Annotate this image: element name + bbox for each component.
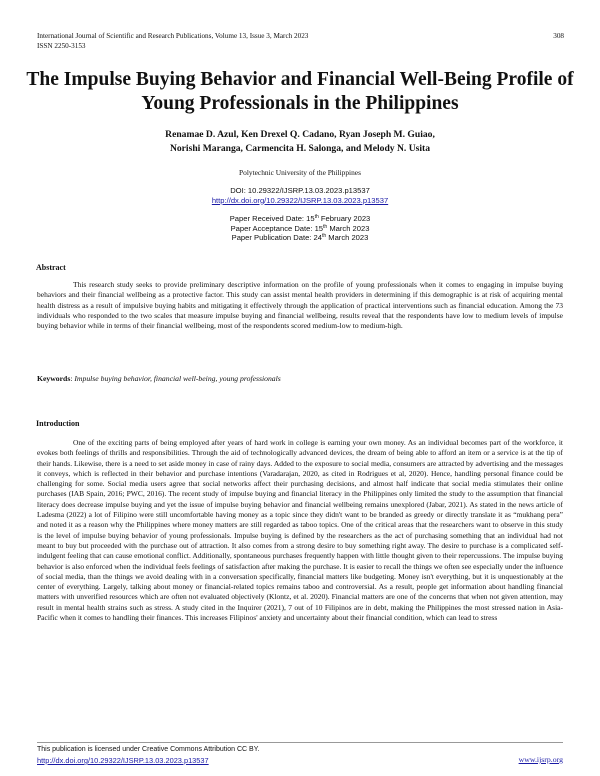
keywords: Keywords: Impulse buying behavior, financial well-being, young professionals [37,374,281,383]
introduction-body [37,438,563,623]
running-header [37,32,308,51]
footer-divider [37,742,563,743]
doi-link[interactable]: http://dx.doi.org/10.29322/IJSRP.13.03.2023.p13537 [211,195,389,205]
keywords-label: Keywords [37,374,71,383]
journal-info: International Journal of Scientific and Research Publications, Volume 13, Issue 3, March 2023 [37,32,309,40]
introduction-heading: Introduction [36,419,80,428]
footer-doi-link[interactable]: http://dx.doi.org/10.29322/IJSRP.13.03.2023.p13537 [37,756,209,765]
footer-site [519,755,563,764]
acceptance-date: Paper Acceptance Date: 15th March 2023 [230,223,370,233]
author-list [20,128,580,155]
paper-title: The Impulse Buying Behavior and Financial Well-Being Profile of Young Professionals in the Philippines [26,69,574,114]
author-line-1: Renamae D. Azul, Ken Drexel Q. Cadano, Ryan Joseph M. Guiao, [165,129,435,140]
abstract-paragraph: This research study seeks to provide preliminary descriptive information on the profile of young professionals when it comes to engaging in impulse buying behaviors and their financial wellbeing as a protective factor. This study can assist mental health providers in determining if this demographic is at risk of acquiring mental health distress as a result of impulsive buying habits and mitigating it effectively through the application of practical interventions such as financial education. Among the 73 individuals who responded to the two scales that measure impulse buying and financial wellbeing, results reveal that the respondents have low to medium levels of impulse buying behavior while in terms of their financial wellbeing, most of the respondents scored medium-low to medium-high. [37,280,563,331]
abstract-heading: Abstract [36,263,66,272]
license-notice: This publication is licensed under Creative Commons Attribution CC BY. [37,746,260,753]
paper-dates [20,214,580,243]
introduction-paragraph: One of the exciting parts of being employed after years of hard work in college is earning your own money. As an individual becomes part of the workforce, it evokes both feelings of thrills and responsibilities. Through the aid of technologically advanced devices, the dream of being able to afford an item or a service is at the tip of their hands. Likewise, there is a need to set aside money in case of rainy days. Added to the exposure to social media, consumers are attracted by advertising and the messages it conveys, which is reflected in their behavior and purchase intentions (Varadarajan, 2020, as cited in Rodrigues et al, 2020). Hence, handling personal finance could be challenging for some. Social media users agree that social networks affect their purchasing decisions, and almost half indicate that social media stimulates their online purchases (IAB Spain, 2016; PWC, 2016). The recent study of impulse buying and financial literacy in the Philippines only limited the study to the assumption that financial literacy does decrease impulse buying and yet the issue of impulse buying behavior and financial wellbeing remains unexplored (Jabar, 2021). As stated in the news article of Ladesma (2022) a lot of Filipino were still uncomfortable having money as a topic since they didn't want to be branded as greedy or directly translate it as “mukhang pera” and noted it as a reason why the Philippines where money matters are still regarded as taboo topics. One of the critical areas that the researchers want to observe in this study is the level of impulse buying behavior of young professionals. Impulse buying is defined by the researchers as the act of purchasing something that an individual had not meant to buy but proceeded with the purchase out of attraction. It also comes from a strong desire to buy something right away. The desire to purchase is a complicated self-indulgent feeling that can cause emotional conflict. Additionally, spontaneous purchases frequently happen with little thought given to their repercussions. The impulse buying behavior is also enforced when the individual feels feelings of satisfaction after making the purchase. It is easier to recall the things we often see especially under the influence of social media, than the things we avoid dealing with in a conversation specifically, financial matters like budgeting. Money isn't everything, but it is unquestionably at the center of everything. Largely, talking about money or financial-related topics remains taboo and controversial. As a result, people get information about handling financial matters with unverified resources which are often not evaluated objectively (Klontz, et al. 2020). Financial matters are one of the concerns that when not given attention, may result in mental health strains such as stress. A study cited in the Inquirer (2021), 7 out of 10 Filipinos are in debt, making the Philippines the most stressed nation in Asia-Pacific when it comes to handling their finances. This increases Filipinos' anxiety and uncertainty about their financial condition, which can lead to stress [37,438,563,623]
author-line-2: Norishi Maranga, Carmencita H. Salonga, and Melody N. Usita [169,142,431,154]
doi-block [20,186,580,205]
received-date: Paper Received Date: 15th February 2023 [229,214,371,223]
keywords-text: Impulse buying behavior, financial well-being, young professionals [74,374,281,383]
website-link[interactable]: www.ijsrp.org [518,755,563,764]
issn: ISSN 2250-3153 [37,41,86,50]
page-number: 308 [553,32,564,40]
publication-date: Paper Publication Date: 24th March 2023 [231,233,369,243]
affiliation: Polytechnic University of the Philippines [239,168,361,177]
footer-doi [37,756,209,765]
doi-text: DOI: 10.29322/IJSRP.13.03.2023.p13537 [230,186,370,195]
abstract-body [37,280,563,331]
